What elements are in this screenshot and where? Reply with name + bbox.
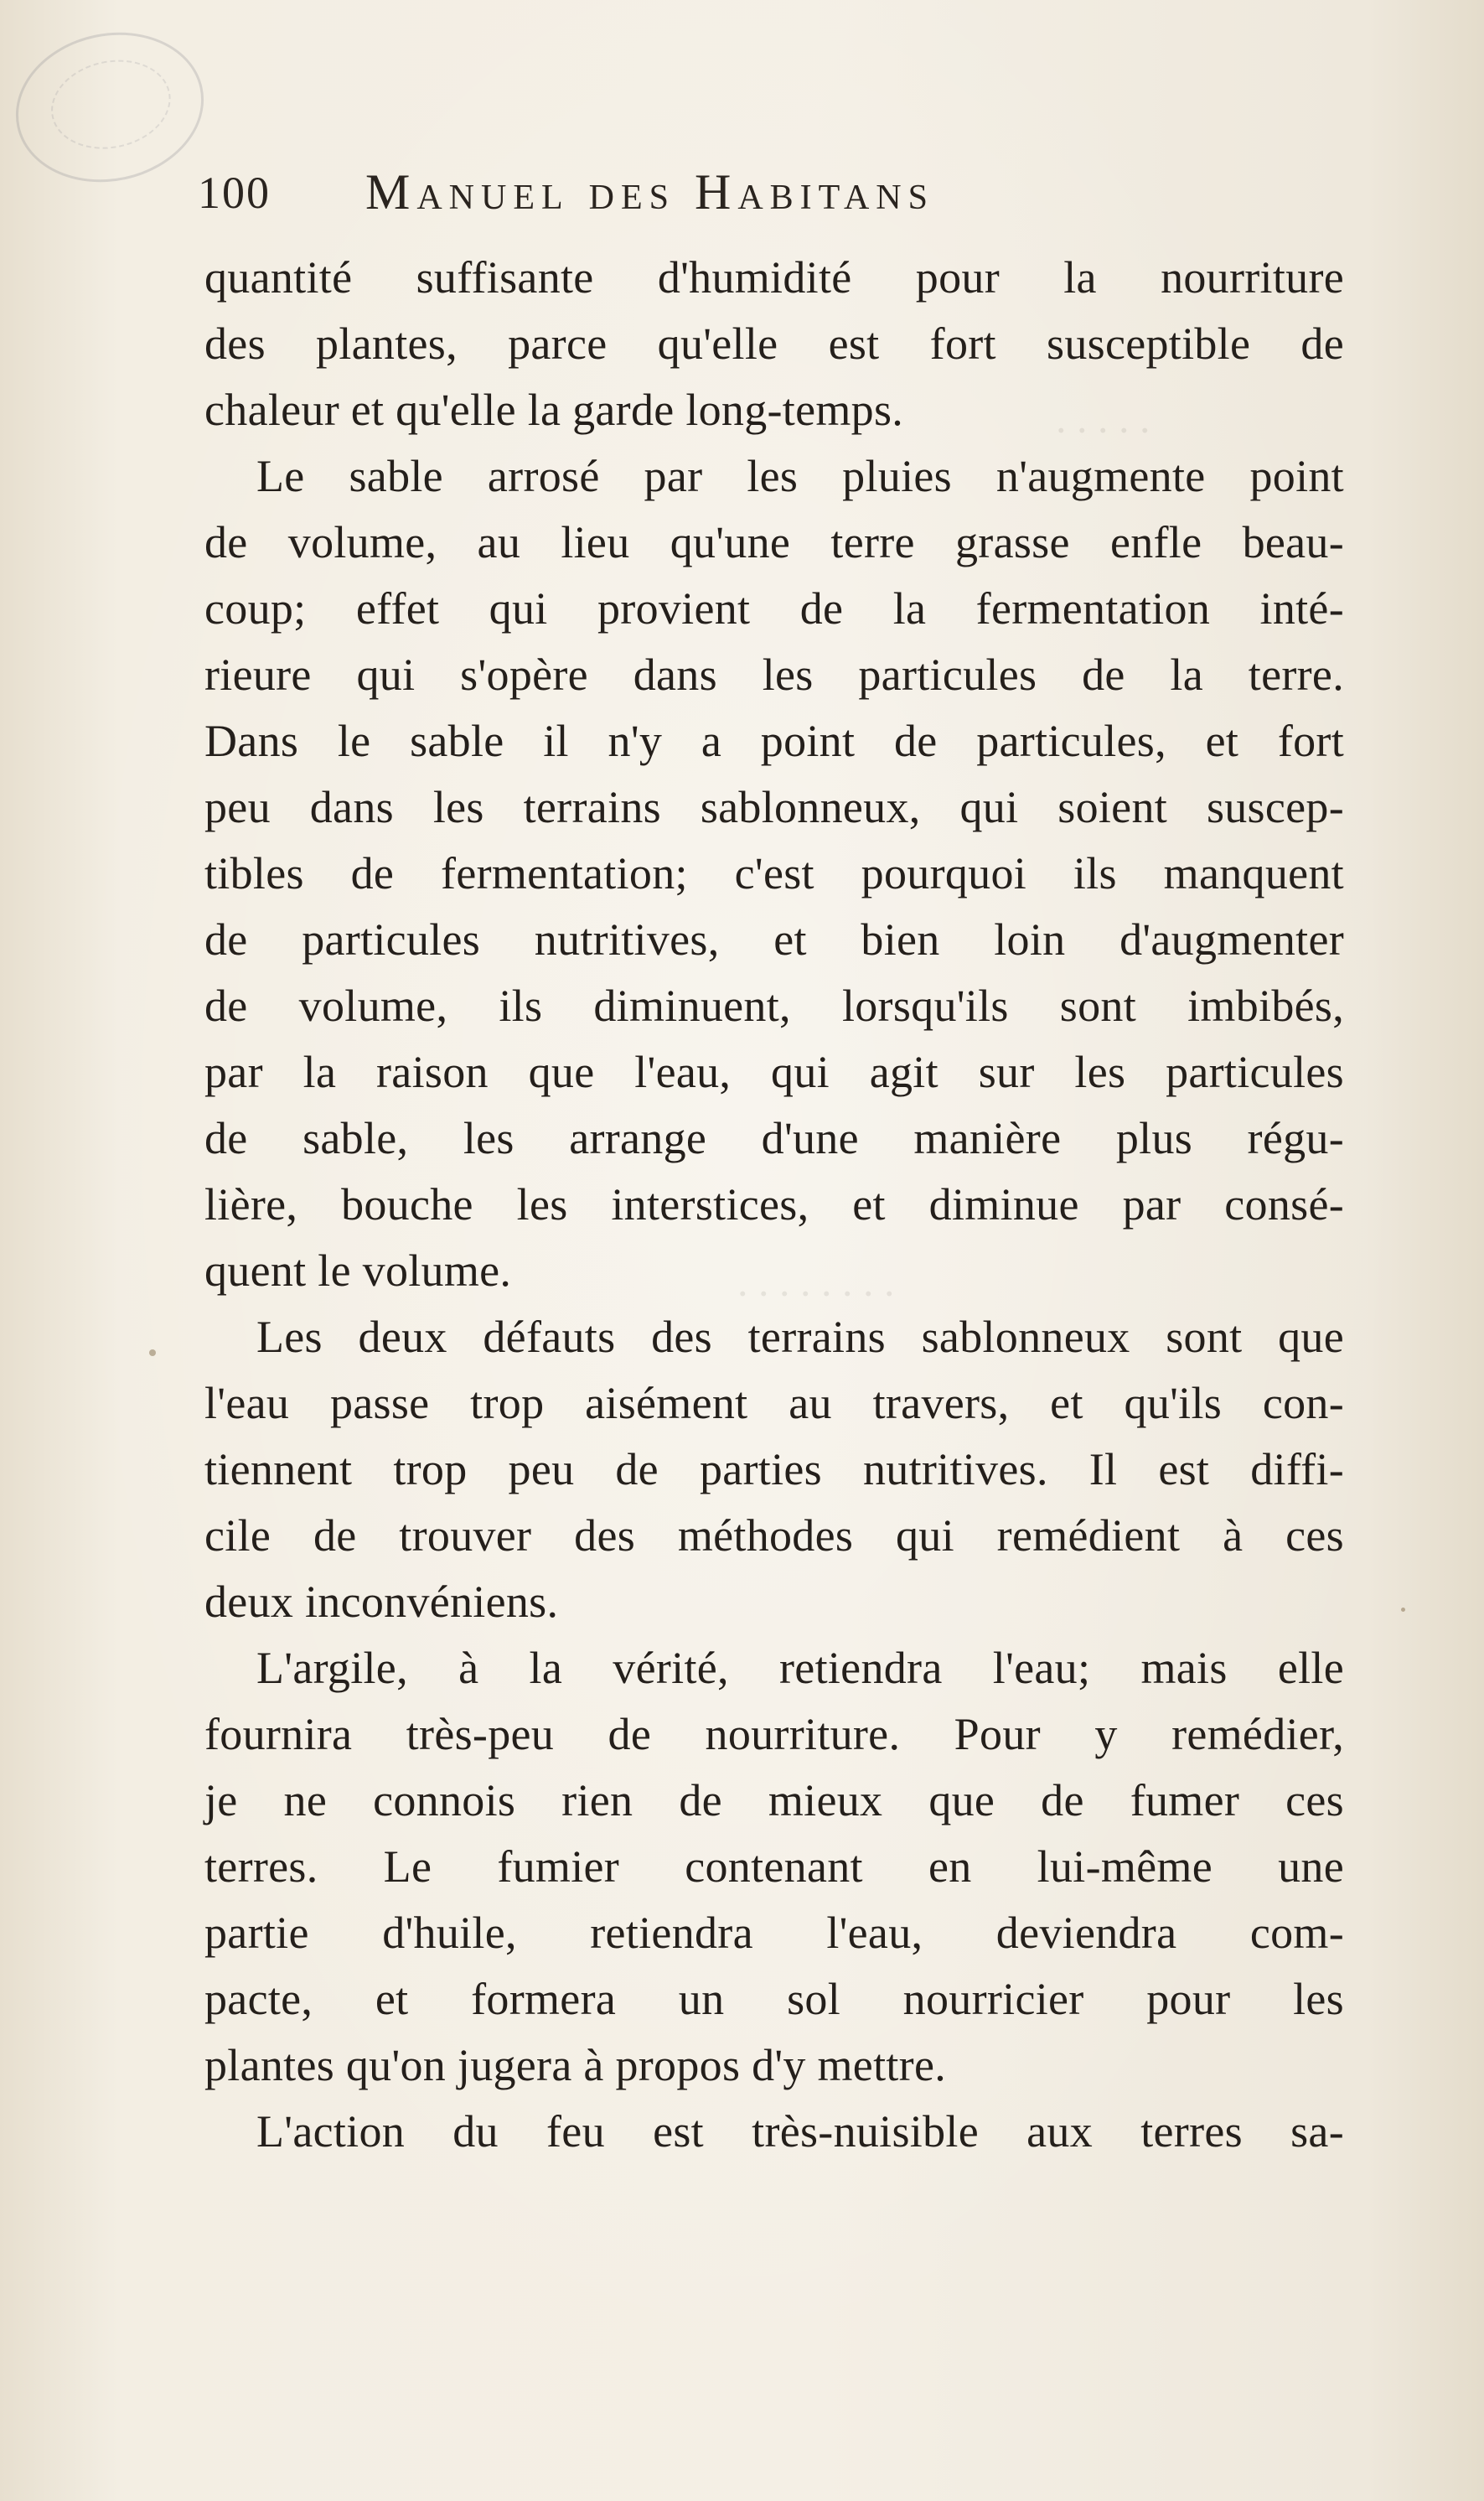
text-line: de sable, les arrange d'une manière plus régu- xyxy=(204,1113,1344,1163)
text-line: rieure qui s'opère dans les particules de la terre. xyxy=(204,650,1344,700)
paper-speck xyxy=(1401,1608,1405,1612)
library-stamp-inner-ring xyxy=(43,49,178,160)
text-line: Les deux défauts des terrains sablonneux sont que xyxy=(256,1312,1344,1362)
paper-speck xyxy=(149,1349,156,1356)
text-line: des plantes, parce qu'elle est fort susceptible de xyxy=(204,318,1344,369)
text-line: tiennent trop peu de parties nutritives. Il est diffi- xyxy=(204,1444,1344,1494)
text-line: quantité suffisante d'humidité pour la nourriture xyxy=(204,252,1344,303)
text-line: coup; effet qui provient de la fermentation inté- xyxy=(204,583,1344,634)
text-line: L'argile, à la vérité, retiendra l'eau; mais elle xyxy=(256,1643,1344,1693)
show-through-mark: . . . . . xyxy=(1056,395,1150,442)
text-line: lière, bouche les interstices, et diminue par consé- xyxy=(204,1179,1344,1230)
text-line: quent le volume. xyxy=(204,1245,512,1296)
page-header xyxy=(198,163,1178,230)
text-line: L'action du feu est très-nuisible aux terres sa- xyxy=(256,2106,1344,2157)
text-line: chaleur et qu'elle la garde long-temps. xyxy=(204,385,904,435)
text-line: deux inconvéniens. xyxy=(204,1577,559,1627)
text-line: de volume, ils diminuent, lorsqu'ils sont imbibés, xyxy=(204,981,1344,1031)
text-line: tibles de fermentation; c'est pourquoi ils manquent xyxy=(204,848,1344,898)
body-text xyxy=(204,245,1344,2165)
text-line: Dans le sable il n'y a point de particules, et fort xyxy=(204,716,1344,766)
show-through-mark: . . . . . . . . xyxy=(737,1258,895,1305)
text-line: partie d'huile, retiendra l'eau, deviendra com- xyxy=(204,1908,1344,1958)
library-stamp xyxy=(2,15,218,199)
text-line: l'eau passe trop aisément au travers, et qu'ils con- xyxy=(204,1378,1344,1428)
text-line: plantes qu'on jugera à propos d'y mettre. xyxy=(204,2040,947,2090)
text-line: Le sable arrosé par les pluies n'augmente point xyxy=(256,451,1344,501)
text-line: pacte, et formera un sol nourricier pour les xyxy=(204,1974,1344,2024)
text-line: de particules nutritives, et bien loin d'augmenter xyxy=(204,914,1344,965)
text-line: de volume, au lieu qu'une terre grasse enfle beau- xyxy=(204,517,1344,567)
text-line: je ne connois rien de mieux que de fumer ces xyxy=(204,1775,1344,1825)
page-number: 100 xyxy=(198,168,271,218)
text-line: terres. Le fumier contenant en lui-même une xyxy=(204,1841,1344,1892)
text-line: par la raison que l'eau, qui agit sur les particules xyxy=(204,1047,1344,1097)
text-line: peu dans les terrains sablonneux, qui soient suscep- xyxy=(204,782,1344,832)
text-line: cile de trouver des méthodes qui remédient à ces xyxy=(204,1510,1344,1561)
text-line: fournira très-peu de nourriture. Pour y remédier, xyxy=(204,1709,1344,1759)
running-title: Manuel des Habitans xyxy=(365,164,934,220)
